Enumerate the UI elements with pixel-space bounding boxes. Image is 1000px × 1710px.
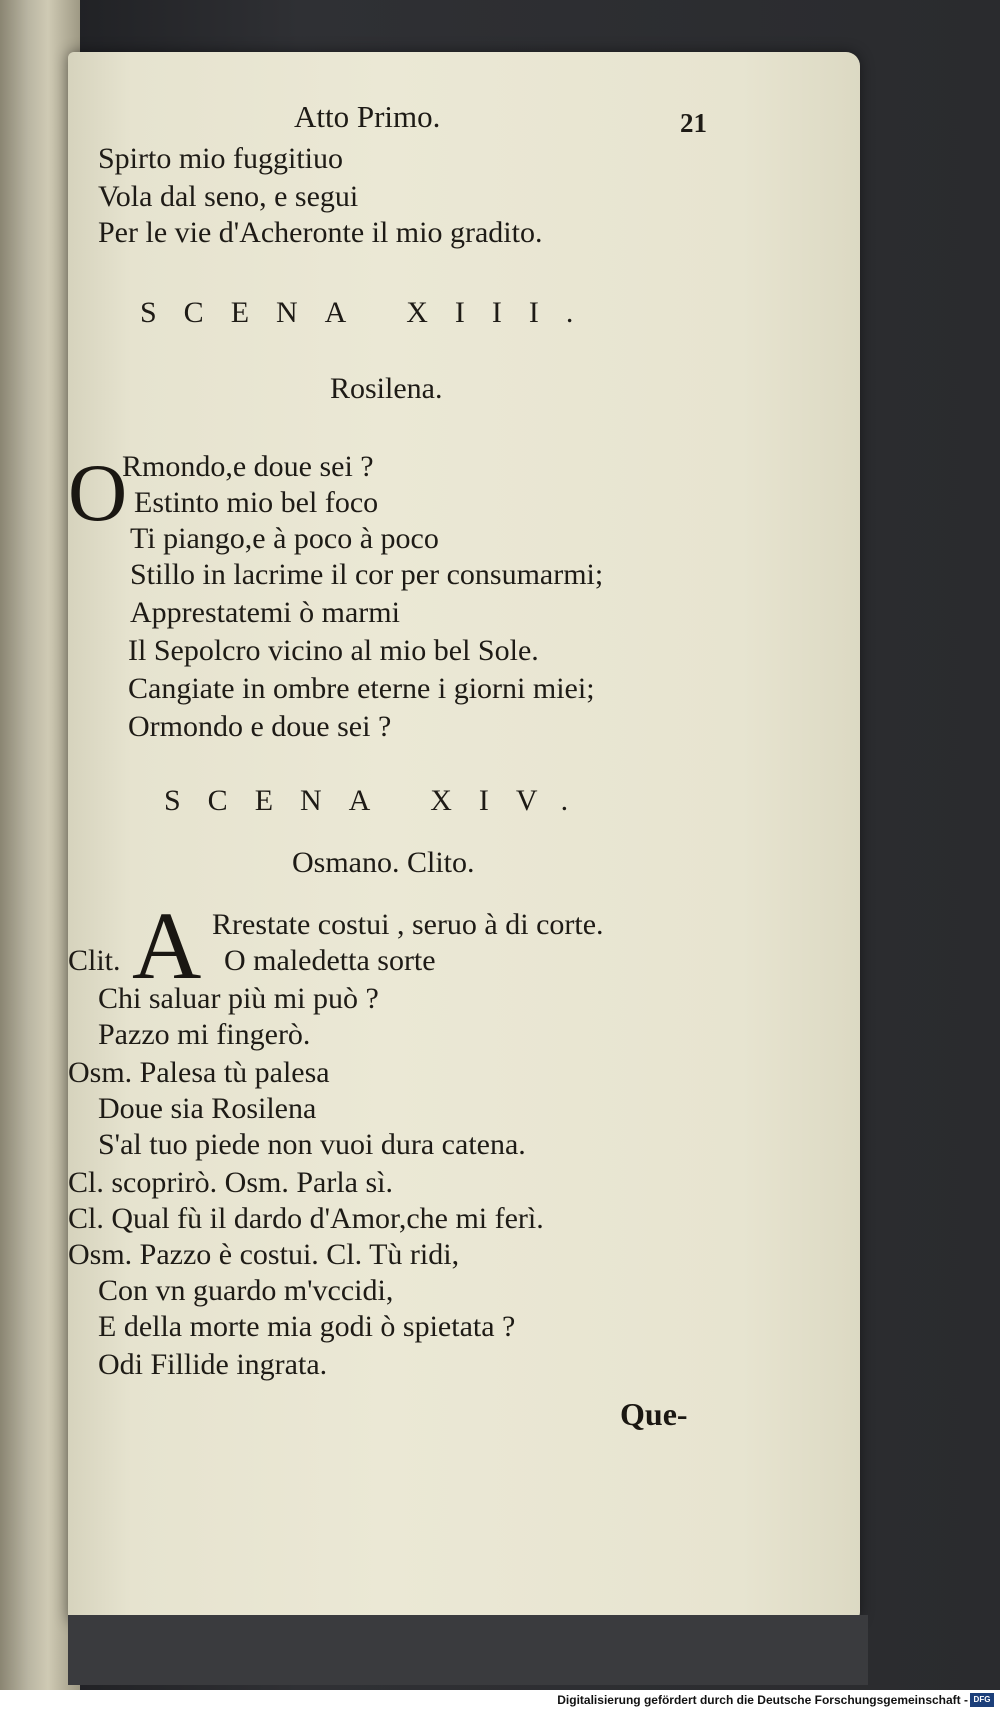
verse-line: Spirto mio fuggitiuo — [98, 142, 344, 175]
catchword: Que- — [620, 1396, 688, 1432]
verse-line: Rmondo,e doue sei ? — [122, 450, 374, 483]
digitization-footer — [0, 1690, 1000, 1710]
book-page — [68, 52, 860, 1622]
verse-line: Estinto mio bel foco — [134, 486, 379, 519]
verse-line: Doue sia Rosilena — [98, 1092, 317, 1125]
page-number: 21 — [680, 108, 707, 138]
scene-characters: Osmano. Clito. — [292, 846, 475, 879]
verse-line: Apprestatemi ò marmi — [130, 596, 400, 629]
verse-line: Cangiate in ombre eterne i giorni miei; — [128, 672, 595, 705]
verse-line: Vola dal seno, e segui — [98, 180, 359, 213]
scene-heading: SCENA XIII. — [140, 296, 601, 329]
scene-heading: SCENA XIV. — [164, 784, 596, 817]
verse-line: E della morte mia godi ò spietata ? — [98, 1310, 516, 1343]
verse-line: Il Sepolcro vicino al mio bel Sole. — [128, 634, 539, 667]
verse-line: Ti piango,e à poco à poco — [130, 522, 439, 555]
drop-cap-initial: O — [68, 447, 128, 538]
running-title: Atto Primo. — [294, 99, 441, 134]
speaker-label: Clit. — [68, 944, 121, 977]
verse-line: Osm. Pazzo è costui. Cl. Tù ridi, — [68, 1238, 460, 1271]
verse-line: Pazzo mi fingerò. — [98, 1018, 311, 1051]
drop-cap-initial: A — [132, 892, 202, 999]
verse-line: O maledetta sorte — [224, 944, 436, 977]
verse-line: Osm. Palesa tù palesa — [68, 1056, 330, 1089]
verse-line: S'al tuo piede non vuoi dura catena. — [98, 1128, 526, 1161]
verse-line: Odi Fillide ingrata. — [98, 1348, 328, 1381]
verse-line: Chi saluar più mi può ? — [98, 982, 379, 1015]
verse-line: Cl. Qual fù il dardo d'Amor,che mi ferì. — [68, 1202, 544, 1235]
dfg-logo-icon: DFG — [970, 1693, 994, 1707]
verse-line: Ormondo e doue sei ? — [128, 710, 392, 743]
footer-credit: Digitalisierung gefördert durch die Deutsche Forschungsgemeinschaft - — [557, 1693, 968, 1707]
verse-line: Rrestate costui , seruo à di corte. — [212, 908, 604, 941]
verse-line: Per le vie d'Acheronte il mio gradito. — [98, 216, 543, 249]
scene-characters: Rosilena. — [330, 372, 443, 405]
verse-line: Cl. scoprirò. Osm. Parla sì. — [68, 1166, 393, 1199]
verse-line: Con vn guardo m'vccidi, — [98, 1274, 394, 1307]
dark-background-strip — [68, 1615, 868, 1685]
verse-line: Stillo in lacrime il cor per consumarmi; — [130, 558, 604, 591]
